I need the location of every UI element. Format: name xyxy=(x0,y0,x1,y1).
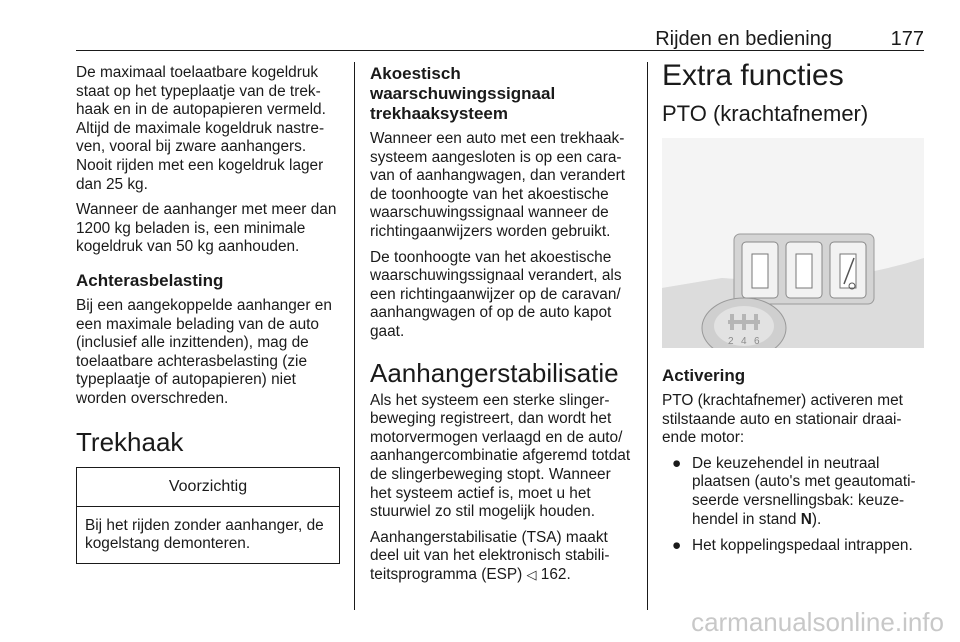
pto-switch-illustration xyxy=(662,138,924,348)
warning-body: Bij het rijden zonder aanhanger, de kogelstang demonteren. xyxy=(85,516,324,553)
page-header xyxy=(76,26,924,51)
column-1 xyxy=(76,64,340,564)
gear-label: 2 xyxy=(728,336,734,347)
list-item-text: Het koppelingspedaal intrappen. xyxy=(692,537,913,555)
heading-trekhaak: Trekhaak xyxy=(76,426,184,457)
paragraph-tsa xyxy=(370,529,634,585)
paragraph-signaal-2: De toonhoogte van het akoestische waarschuwingssignaal verandert, als een richtingaanwijzer op de caravan/ aanhangwagen of op de auto kapot gaat. xyxy=(370,248,622,340)
gear-label: 6 xyxy=(754,336,760,347)
warning-title: Voorzichtig xyxy=(77,468,339,507)
warning-box xyxy=(76,467,340,564)
heading-activering: Activering xyxy=(662,366,746,385)
heading-akoestisch-signaal: Akoestisch waarschuwingssignaal trekhaaksysteem xyxy=(370,64,556,123)
list-item xyxy=(662,537,926,556)
heading-extra-functies: Extra functies xyxy=(662,59,844,92)
column-divider xyxy=(354,62,355,610)
paragraph-min-kogeldruk: Wanneer de aanhanger met meer dan 1200 kg beladen is, een minimale kogeldruk van 50 kg aanhouden. xyxy=(76,201,337,256)
bullet-icon: ● xyxy=(672,537,682,555)
list-item xyxy=(662,455,926,529)
section-title: Rijden en bediening xyxy=(655,28,832,50)
activation-steps-list xyxy=(662,455,926,556)
paragraph-activering: PTO (krachtafnemer) activeren met stilstaande auto en stationair draai-ende motor: xyxy=(662,392,903,447)
paragraph-achterasbelasting: Bij een aangekoppelde aanhanger en een maximale belading van de auto (inclusief alle inzittenden), mag de toelaatbare achterasbelasting (zie typeplaatje of autopapieren) niet worden overschreden. xyxy=(76,296,332,407)
bullet-icon: ● xyxy=(672,454,682,472)
column-divider xyxy=(647,62,648,610)
paragraph-kogeldruk: De maximaal toelaatbare kogeldruk staat op het typeplaatje van de trek-haak en in de autopapieren vermeld. Altijd de maximale kogeldruk nastre-ven, vooral bij zware aanhangers. Nooit rijden met een kogeldruk lager dan 25 kg. xyxy=(76,64,326,193)
paragraph-signaal-1: Wanneer een auto met een trekhaak-systeem aangesloten is op een cara-van of aanhangwagen, dan verandert de toonhoogte van het akoestische waarschuwingssignaal wanneer de richtingaanwijzers worden gebruikt. xyxy=(370,130,625,240)
paragraph-stabilisatie: Als het systeem een sterke slinger-beweging registreert, dan wordt het motorvermogen verlaagd en de auto/ aanhangercombinatie afgeremd totdat de slingerbeweging stopt. Wanneer het systeem actief is, moet u het stuurwiel zo stil mogelijk houden. xyxy=(370,391,631,521)
list-item-text: De keuzehendel in neutraal plaatsen (auto's met geautomati-seerde versnellingsbak: keuze-hendel in stand xyxy=(692,454,916,528)
page-number: 177 xyxy=(890,28,924,50)
column-2 xyxy=(370,64,634,591)
pto-switch-figure xyxy=(662,138,924,348)
list-item-text-end: ). xyxy=(811,510,822,528)
gear-position: N xyxy=(800,510,812,528)
column-3 xyxy=(662,59,926,564)
heading-aanhangerstabilisatie: Aanhangerstabilisatie xyxy=(370,357,619,388)
gear-label: 4 xyxy=(741,336,747,347)
tsa-text: Aanhangerstabilisatie (TSA) maakt deel uit van het elektronisch stabili-teitsprogramma (ESP) xyxy=(370,528,610,583)
page-reference-icon: ◁ xyxy=(526,566,537,582)
heading-achterasbelasting: Achterasbelasting xyxy=(76,270,224,290)
page-reference[interactable]: 162. xyxy=(536,565,571,583)
heading-pto: PTO (krachtafnemer) xyxy=(662,101,869,126)
watermark: carmanualsonline.info xyxy=(691,607,944,637)
